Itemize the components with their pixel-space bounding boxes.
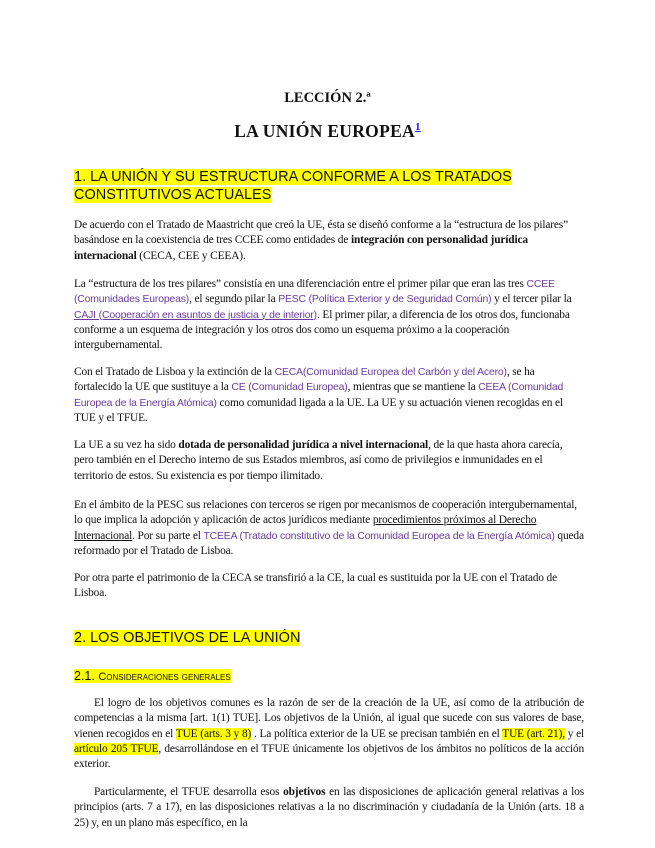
p4-text-c: , de la que hasta ahora carecía, pero también en el Derecho interno de sus Estados miembros, así como de privilegios e inmunidades en el territorio de estos. Su existencia es por tiempo ilimitado.: [74, 439, 563, 482]
paragraph-7: [74, 696, 584, 772]
title-text: LA UNIÓN EUROPEA: [234, 120, 415, 141]
p2-text-a: La “estructura de los tres pilares” consistía en una diferenciación entre el primer pilar que eran las tres: [74, 278, 527, 290]
p2-text-b: , el segundo pilar la: [189, 293, 279, 306]
p7-text-a: El logro de los objetivos comunes es la razón de ser de la creación de la UE, así como de la atribución de competencias a la misma [art. 1(1) TUE]. Los objetivos de la Unión, al igual que sucede con sus valores de base, vienen recogidos en el: [74, 697, 584, 740]
section-2-heading: [74, 629, 300, 647]
p3-text-c: , mientras que se mantiene la: [347, 381, 479, 394]
tceea-link[interactable]: TCEEA (Tratado constitutivo de la Comunidad Europea de la Energía Atómica): [203, 530, 555, 542]
tue-art21-highlight: TUE (art. 21),: [502, 727, 565, 740]
p7-text-d: , desarrollándose en el TFUE únicamente los objetivos de los ámbitos no políticos de la acción exterior.: [74, 742, 585, 771]
p3-text-a: Con el Tratado de Lisboa y la extinción de la: [74, 366, 275, 378]
subsection-number: 2.1.: [74, 669, 99, 683]
p3-text-b: , se ha fortalecido la UE que sustituye a la: [74, 366, 535, 394]
p1-text-c: (CECA, CEE y CEEA).: [136, 249, 246, 262]
paragraph-6: Por otra parte el patrimonio de la CECA se transfirió a la CE, la cual es sustituida por la UE con el Tratado de Lisboa.: [74, 572, 558, 600]
page-title: [0, 118, 655, 142]
tfue-art205-highlight: artículo 205 TFUE: [74, 742, 159, 755]
p5-text-b: . Por su parte el: [132, 529, 204, 542]
p4-bold: dotada de personalidad jurídica a nivel internacional: [178, 439, 429, 451]
p8-bold: objetivos: [283, 786, 326, 798]
p3-text-d: como comunidad ligada a la UE. La UE y su actuación vienen recogidas en el TUE y el TFUE.: [74, 396, 563, 424]
paragraph-8: [74, 785, 584, 831]
pesc-link[interactable]: PESC (Política Exterior y de Seguridad Común): [278, 294, 492, 306]
p7-text-c: y el: [564, 727, 584, 740]
p1-bold: integración con personalidad jurídica internacional: [74, 234, 528, 262]
subsection-title: Consideraciones generales: [98, 671, 231, 683]
section-1-heading-line1: 1. LA UNIÓN Y SU ESTRUCTURA CONFORME A LOS TRATADOS: [74, 169, 512, 185]
paragraph-3: [74, 365, 584, 426]
paragraph-5: [74, 498, 584, 559]
p7-text-b: . La política exterior de la UE se precisan también en el: [251, 727, 503, 740]
ceca-link[interactable]: CECA(Comunidad Europea del Carbón y del Acero): [274, 367, 507, 378]
p4-text-a: La UE a su vez ha sido: [74, 439, 179, 451]
ceea-link[interactable]: CEEA (Comunidad Europea de la Energía Atómica): [74, 382, 564, 409]
section-1-heading-line2: CONSTITUTIVOS ACTUALES: [74, 187, 272, 203]
section-2-heading-text: 2. LOS OBJETIVOS DE LA UNIÓN: [74, 630, 301, 646]
ccee-link[interactable]: CCEE (Comunidades Europeas): [74, 279, 555, 306]
ce-link[interactable]: CE (Comunidad Europea): [231, 382, 348, 394]
section-1-heading: [74, 168, 512, 204]
p5-text-a: En el ámbito de la PESC sus relaciones con terceros se rigen por mecanismos de cooperación intergubernamental, lo que implica la adopción y aplicación de actos jurídicos mediante: [74, 499, 577, 527]
lesson-label: LECCIÓN 2.ª: [284, 90, 371, 106]
p8-text-a: Particularmente, el TFUE desarrolla esos: [94, 786, 284, 798]
subsection-2-1-heading: [74, 667, 231, 686]
paragraph-1: [74, 218, 584, 264]
tue-arts-highlight: TUE (arts. 3 y 8): [175, 727, 252, 740]
paragraph-2: [74, 277, 584, 353]
footnote-link[interactable]: 1: [414, 121, 421, 133]
p8-text-c: en las disposiciones de aplicación general relativas a los principios (arts. 7 a 17), en las disposiciones relativas a la no discriminación y ciudadanía de la Unión (arts. 18 a 25) y, en un plano más específico, en la: [74, 786, 584, 829]
p5-text-c: queda reformado por el Tratado de Lisboa.: [74, 529, 584, 557]
paragraph-4: [74, 438, 584, 484]
p5-underlined: procedimientos próximos al Derecho Internacional: [74, 514, 537, 542]
p2-text-c: y el tercer pilar la: [491, 293, 572, 306]
p2-text-d: . El primer pilar, a diferencia de los otros dos, funcionaba conforme a un esquema de integración y los otros dos como un esquema próximo a la cooperación intergubernamental.: [74, 308, 570, 352]
p1-text-a: De acuerdo con el Tratado de Maastricht que creó la UE, ésta se diseñó conforme a la “estructura de los pilares” basándose en la coexistencia de tres CCEE como entidades de: [74, 219, 568, 247]
caji-link[interactable]: CAJI (Cooperación en asuntos de justicia y de interior): [74, 309, 317, 321]
